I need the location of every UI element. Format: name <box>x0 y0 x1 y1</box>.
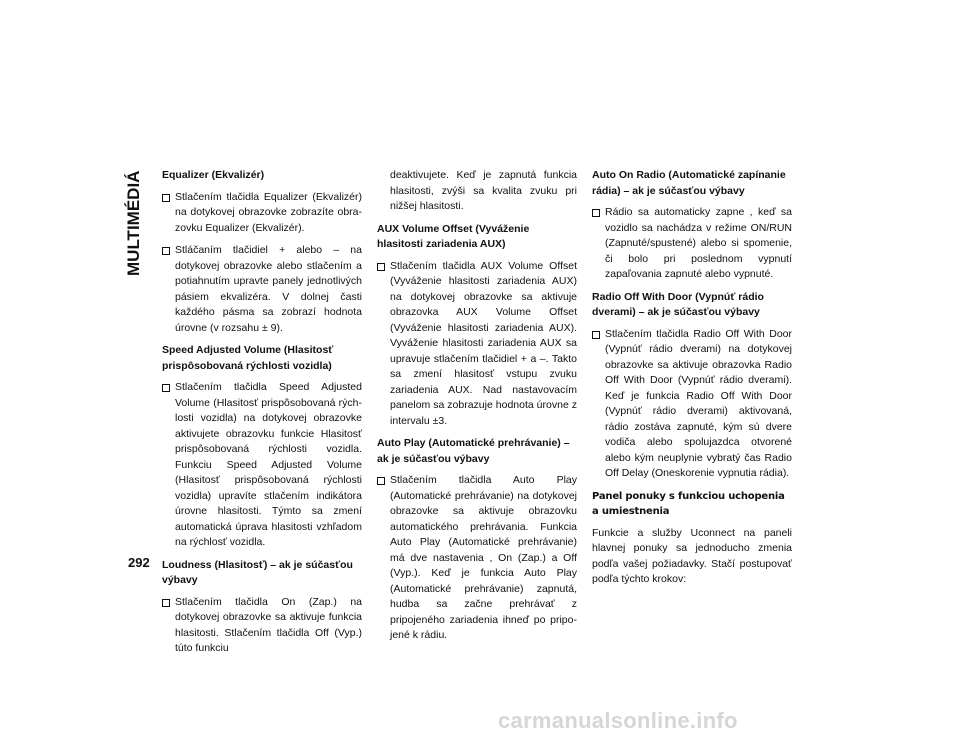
bullet-item: Stláčaním tlačidiel + alebo – na dotykovej obrazovke alebo stlačením a potiahnutím upravte panely jednotlivých pásiem ekvalizéra. V dolnej časti každého pásma sa zobrazí hodnota úrovne (v rozsahu ± 9). <box>162 243 362 336</box>
bullet-item: Stlačením tlačidla AUX Volume Offset (Vyváženie hlasitosti zariadenia AUX) na dotykovej obrazovke sa aktivuje obrazovka AUX Volume Offset (Vyváženie hlasitosti zariadenia AUX). Vyváženie hlasitosti zariadenia AUX sa upravuje stlačením tlačidiel + a –. Takto sa zmení hlasitosť vstupu zvuku zariadenia AUX. Nad nastavovacím panelom sa zobrazuje hodnota úrovne z intervalu ±3. <box>377 259 577 430</box>
section-tab-label: MULTIMÉDIÁ <box>124 170 143 276</box>
heading-speed-adjusted-volume: Speed Adjusted Volume (Hlasitosť prispôsobovaná rýchlosti vozidla) <box>162 344 334 372</box>
heading-loudness: Loudness (Hlasitosť) – ak je súčasťou výbavy <box>162 558 353 586</box>
heading-equalizer: Equalizer (Ekvalizér) <box>162 169 265 181</box>
checkbox-bullet-icon <box>162 194 170 202</box>
page-number: 292 <box>128 555 150 570</box>
checkbox-bullet-icon <box>162 384 170 392</box>
bullet-item: Rádio sa automaticky zapne , keď sa vozidlo sa nachádza v režime ON/RUN (Zapnuté/spustené) alebo si spomenie, či bolo pri poslednom vypnutí zapaľovania zapnuté alebo vypnuté. <box>592 205 792 283</box>
heading-auto-play: Auto Play (Automatické prehrávanie) – ak je súčasťou výbavy <box>377 437 570 465</box>
checkbox-bullet-icon <box>592 331 600 339</box>
bullet-item: Stlačením tlačidla On (Zap.) na dotykovej obrazovke sa aktivuje funkcia hlasitosti. Stlačením tlačidla Off (Vyp.) túto funkciu <box>162 595 362 657</box>
checkbox-bullet-icon <box>377 477 385 485</box>
column-3 <box>592 168 792 595</box>
bullet-item: Stlačením tlačidla Equalizer (Ekvalizér) na dotykovej obrazovke zobrazíte obrazovku Equalizer (Ekvalizér). <box>162 190 362 237</box>
bullet-item: Stlačením tlačidla Auto Play (Automatické prehrávanie) na dotykovej obrazovke sa aktivuje obrazovku automatického prehrávania. Funkcia Auto Play (Automatické prehrávanie) má dve nastavenia , On (Zap.) a Off (Vyp.). Keď je funkcia Auto Play (Automatické prehrávanie) zapnutá, hudba sa začne prehrávať z pripojeného zariadenia ihneď po pripojené k rádiu. <box>377 473 577 644</box>
column-1 <box>162 168 362 664</box>
heading-auto-on-radio: Auto On Radio (Automatické zapínanie rádia) – ak je súčasťou výbavy <box>592 169 786 197</box>
column-2 <box>377 168 577 651</box>
checkbox-bullet-icon <box>377 263 385 271</box>
watermark: carmanualsonline.info <box>498 708 738 733</box>
bullet-item: Stlačením tlačidla Speed Adjusted Volume (Hlasitosť prispôsobovaná rýchlosti vozidla) na dotykovej obrazovke aktivujete obrazovku funkcie Hlasitosť prispôsobovaná rýchlosti vozidla. Funkciu Speed Adjusted Volume (Hlasitosť prispôsobovaná rýchlosti vozidla) upravíte stlačením indikátora úrovne hlasitosti. Týmto sa zmení automatická úprava hlasitosti vzhľadom na rýchlosť vozidla. <box>162 380 362 551</box>
heading-radio-off-with-door: Radio Off With Door (Vypnúť rádio dverami) – ak je súčasťou výbavy <box>592 290 764 318</box>
checkbox-bullet-icon <box>162 247 170 255</box>
bullet-item: Stlačením tlačidla Radio Off With Door (Vypnúť rádio dverami) na dotykovej obrazovke sa aktivuje obrazovka Radio Off With Door (Vypnúť rádio dverami). Keď je funkcia Radio Off With Door (Vypnúť rádio dverami) aktivovaná, rádio zostáva zapnuté, kým sú dvere vodiča alebo spolujazdca otvorené alebo kým neuplynie vybratý čas Radio Off Delay (Oneskorenie vypnutia rádia). <box>592 327 792 482</box>
checkbox-bullet-icon <box>592 209 600 217</box>
heading-drag-and-drop-menu: Panel ponuky s funkciou uchopenia a umiestnenia <box>592 490 785 517</box>
paragraph-uconnect: Funkcie a služby Uconnect na paneli hlavnej ponuky sa jednoducho zmenia podľa vašej požiadavky. Stačí postupovať podľa týchto krokov: <box>592 526 792 585</box>
heading-aux-volume-offset: AUX Volume Offset (Vyváženie hlasitosti zariadenia AUX) <box>377 222 530 250</box>
continued-paragraph: deaktivujete. Keď je zapnutá funkcia hlasitosti, zvýši sa kvalita zvuku pri nižšej hlasitosti. <box>390 169 577 212</box>
checkbox-bullet-icon <box>162 599 170 607</box>
section-side-tab <box>113 158 149 278</box>
